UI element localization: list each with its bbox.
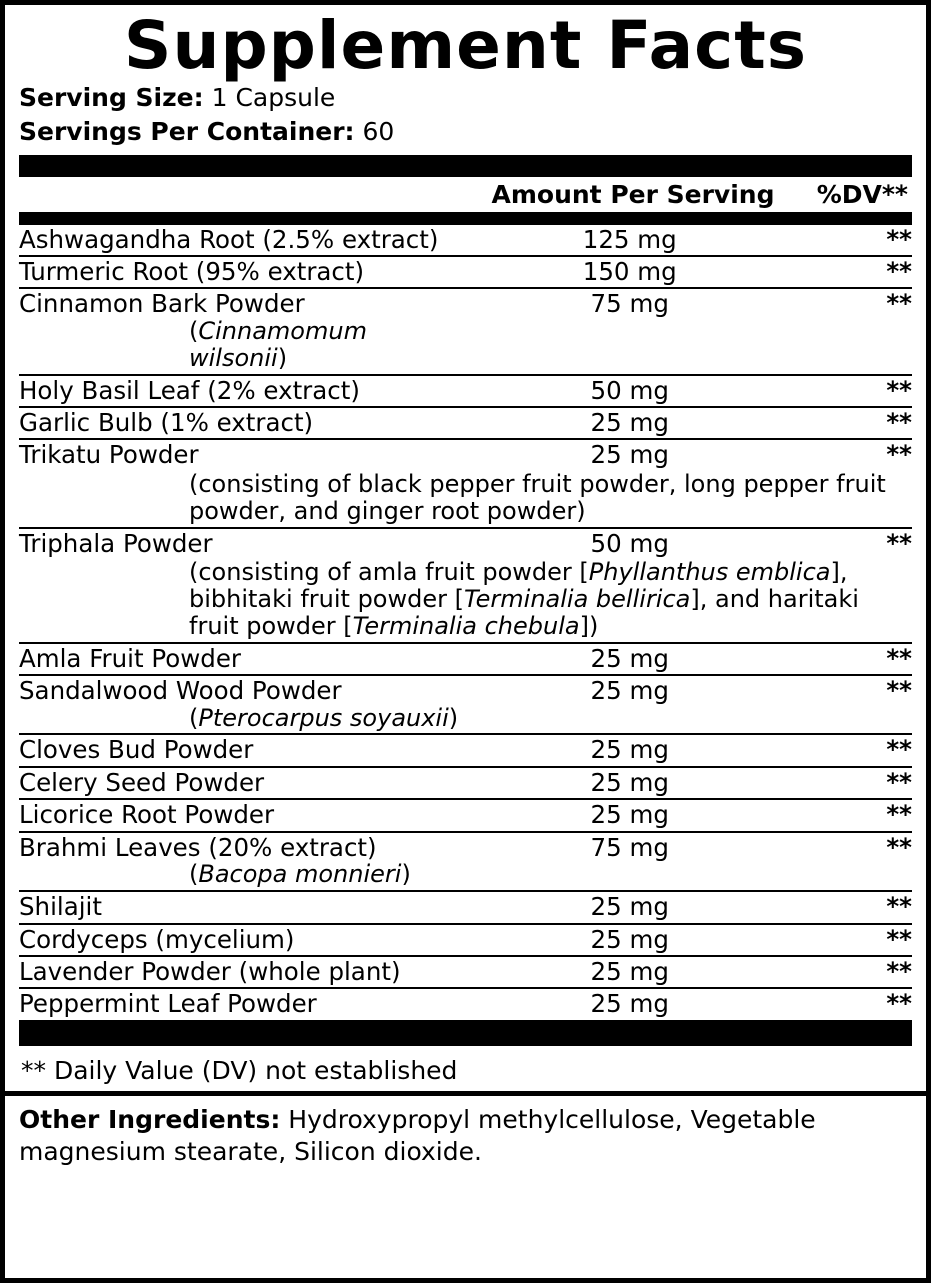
table-row	[19, 225, 912, 256]
serving-size-value: 1 Capsule	[211, 83, 336, 112]
serving-size-label: Serving Size:	[19, 83, 204, 112]
table-row	[19, 799, 912, 831]
ingredient-amount: 25 mg	[460, 924, 799, 956]
ingredient-dv: **	[799, 528, 912, 559]
servings-per-container-line	[19, 115, 912, 149]
table-row	[19, 924, 912, 956]
triphala-subtext: (consisting of amla fruit powder [Phyllanthus emblica], bibhitaki fruit powder [Terminalia bellirica], and haritaki fruit powder [Terminalia chebula])	[189, 558, 859, 640]
ingredient-dv: **	[799, 375, 912, 407]
other-ingredients-value: Hydroxypropyl methylcellulose, Vegetable magnesium stearate, Silicon dioxide.	[19, 1104, 816, 1167]
ingredient-name: Amla Fruit Powder	[19, 643, 241, 673]
ingredient-dv: **	[799, 799, 912, 831]
table-row	[19, 675, 912, 734]
table-header-row	[19, 177, 912, 212]
servings-per-container-label: Servings Per Container:	[19, 116, 355, 146]
ingredient-dv: **	[799, 407, 912, 439]
ingredient-amount: 50 mg	[460, 528, 799, 559]
table-row	[19, 734, 912, 766]
ingredient-latin-name: Bacopa monnieri	[198, 860, 402, 889]
table-row	[19, 439, 912, 470]
header-amount-per-serving: Amount Per Serving	[491, 179, 775, 209]
triphala-latin-2: Terminalia bellirica	[463, 584, 691, 613]
ingredient-name: Celery Seed Powder	[19, 767, 265, 797]
ingredient-subtext: (Pterocarpus soyauxii)	[189, 703, 459, 732]
daily-value-footnote: ** Daily Value (DV) not established	[21, 1055, 458, 1085]
ingredient-dv: **	[799, 288, 912, 374]
table-row	[19, 288, 912, 374]
serving-size-line	[19, 81, 912, 115]
table-row	[19, 643, 912, 675]
ingredient-dv: **	[886, 224, 912, 254]
ingredient-amount: 25 mg	[460, 439, 799, 470]
ingredient-name: Sandalwood Wood Powder	[19, 676, 342, 706]
ingredient-amount: 25 mg	[460, 734, 799, 766]
table-row	[19, 407, 912, 439]
page-title: Supplement Facts	[123, 7, 808, 84]
ingredient-dv: **	[799, 924, 912, 956]
table-row	[19, 956, 912, 988]
ingredient-amount: 25 mg	[460, 767, 799, 799]
trikatu-subtext: (consisting of black pepper fruit powder, long pepper fruit powder, and ginger root powder)	[189, 469, 886, 525]
ingredient-name: Cloves Bud Powder	[19, 735, 254, 765]
triphala-latin-3: Terminalia chebula	[352, 611, 580, 640]
ingredient-dv: **	[799, 956, 912, 988]
ingredient-dv: **	[799, 675, 912, 734]
ingredient-dv: **	[799, 832, 912, 891]
ingredient-dv: **	[799, 734, 912, 766]
ingredient-dv: **	[799, 256, 912, 288]
ingredients-table	[19, 225, 912, 1020]
ingredient-dv: **	[799, 439, 912, 470]
ingredient-amount: 75 mg	[460, 288, 799, 374]
ingredient-name: Lavender Powder (whole plant)	[19, 956, 401, 986]
table-row	[19, 375, 912, 407]
ingredient-name: Cordyceps (mycelium)	[19, 924, 295, 954]
ingredient-name: Brahmi Leaves (20% extract)	[19, 832, 377, 862]
table-row-note	[19, 471, 912, 528]
table-row	[19, 256, 912, 288]
ingredient-name: Cinnamon Bark Powder	[19, 289, 305, 319]
table-row	[19, 767, 912, 799]
ingredient-amount: 150 mg	[460, 256, 799, 288]
ingredient-amount: 25 mg	[460, 891, 799, 923]
ingredient-amount: 25 mg	[460, 988, 799, 1019]
ingredient-latin-name: Cinnamomum wilsonii	[189, 316, 367, 372]
table-row	[19, 832, 912, 891]
ingredient-name: Shilajit	[19, 892, 102, 922]
table-row	[19, 528, 912, 559]
other-ingredients-label: Other Ingredients:	[19, 1104, 281, 1134]
ingredient-amount: 25 mg	[460, 407, 799, 439]
divider-thick-bottom	[19, 1020, 912, 1046]
ingredient-name: Licorice Root Powder	[19, 800, 275, 830]
table-row	[19, 988, 912, 1019]
ingredient-amount: 25 mg	[460, 799, 799, 831]
other-ingredients	[19, 1096, 912, 1169]
ingredient-latin-name: Pterocarpus soyauxii	[198, 703, 449, 732]
ingredient-name: Turmeric Root (95% extract)	[19, 256, 365, 286]
ingredient-amount: 25 mg	[460, 675, 799, 734]
ingredient-amount: 50 mg	[460, 375, 799, 407]
ingredient-name: Triphala Powder	[19, 528, 213, 558]
ingredient-name: Peppermint Leaf Powder	[19, 989, 317, 1019]
ingredient-dv: **	[799, 643, 912, 675]
ingredient-amount: 75 mg	[460, 832, 799, 891]
header-percent-dv: %DV**	[816, 179, 908, 209]
ingredient-dv: **	[799, 891, 912, 923]
divider-thick-top	[19, 155, 912, 177]
servings-per-container-value: 60	[362, 116, 395, 146]
divider-under-header	[19, 212, 912, 225]
ingredient-name: Garlic Bulb (1% extract)	[19, 408, 314, 437]
table-row	[19, 891, 912, 923]
ingredient-amount: 125 mg	[582, 224, 677, 254]
table-row-note	[19, 559, 912, 643]
ingredient-dv: **	[799, 767, 912, 799]
ingredient-name: Holy Basil Leaf (2% extract)	[19, 375, 360, 405]
triphala-latin-1: Phyllanthus emblica	[588, 558, 831, 587]
ingredient-name: Ashwagandha Root (2.5% extract)	[19, 224, 439, 254]
ingredient-amount: 25 mg	[460, 956, 799, 988]
ingredient-name: Trikatu Powder	[19, 440, 199, 470]
ingredient-subtext: (Bacopa monnieri)	[189, 860, 411, 889]
ingredient-subtext: (Cinnamomum wilsonii)	[189, 316, 367, 372]
ingredient-dv: **	[799, 988, 912, 1019]
ingredient-amount: 25 mg	[460, 643, 799, 675]
